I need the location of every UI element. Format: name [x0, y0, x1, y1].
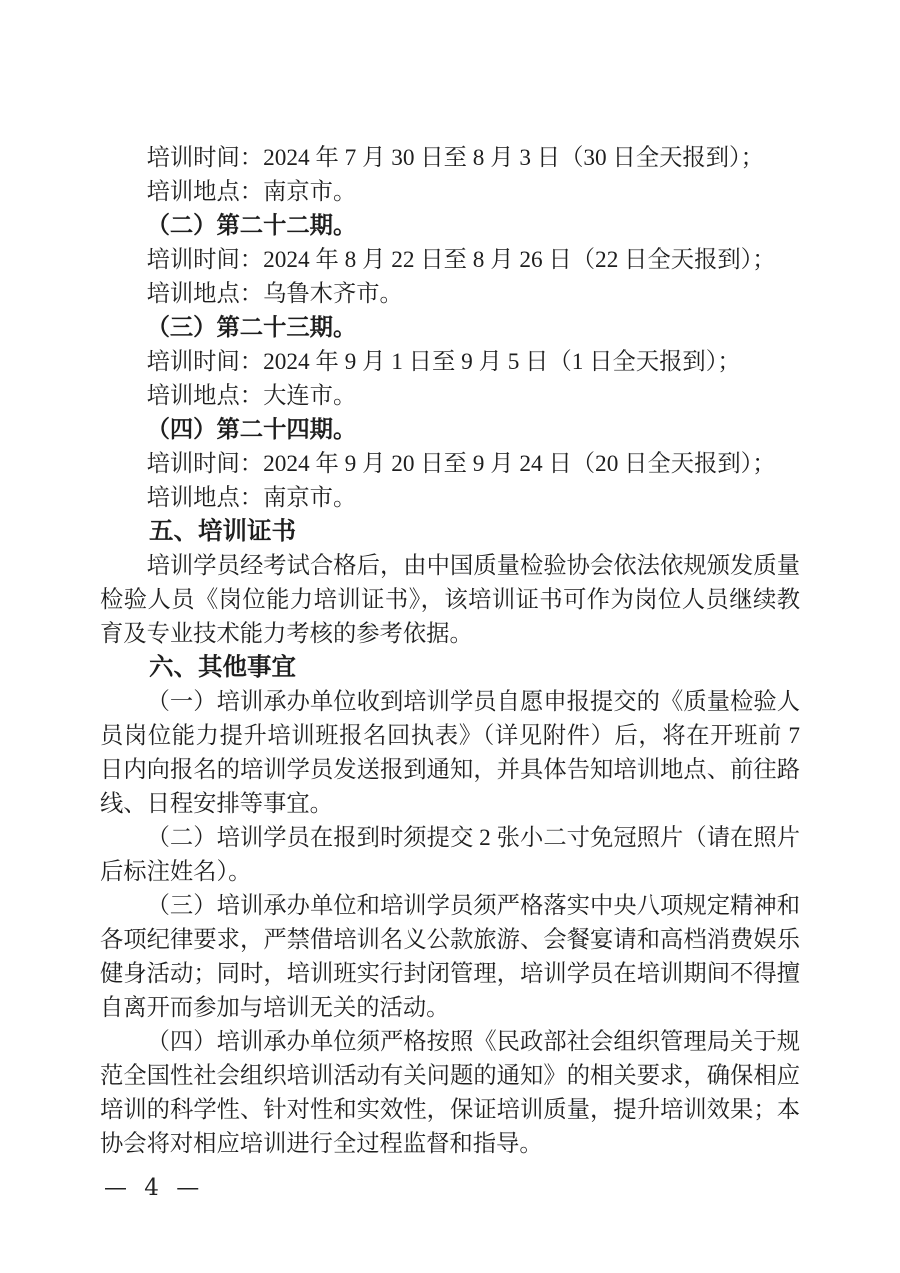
section-5-certificate-heading: 五、培训证书: [149, 518, 296, 545]
session-21-time-line: 培训时间：2024 年 7 月 30 日至 8 月 3 日（30 日全天报到）；: [146, 145, 764, 171]
section-6-other-matters-heading: 六、其他事宜: [149, 654, 296, 681]
session-22-heading: （二）第二十二期。: [146, 213, 357, 239]
session-22-time-line: 培训时间：2024 年 8 月 22 日至 8 月 26 日（22 日全天报到）；: [146, 247, 776, 273]
page-number: — 4 —: [104, 1175, 200, 1201]
session-24-heading: （四）第二十四期。: [146, 417, 357, 443]
other-matters-item-3: （三）培训承办单位和培训学员须严格落实中央八项规定精神和各项纪律要求，严禁借培训名义公款旅游、会餐宴请和高档消费娱乐健身活动；同时，培训班实行封闭管理，培训学员在培训期间不得擅自离开而参加与培训无关的活动。: [100, 893, 800, 1021]
document-body: [100, 141, 800, 1161]
other-matters-item-4: （四）培训承办单位须严格按照《民政部社会组织管理局关于规范全国性社会组织培训活动有关问题的通知》的相关要求，确保相应培训的科学性、针对性和实效性，保证培训质量，提升培训效果；本协会将对相应培训进行全过程监督和指导。: [100, 1029, 800, 1157]
section-5-certificate-body: 培训学员经考试合格后，由中国质量检验协会依法依规颁发质量检验人员《岗位能力培训证书》，该培训证书可作为岗位人员继续教育及专业技术能力考核的参考依据。: [100, 553, 800, 647]
session-24-time-line: 培训时间：2024 年 9 月 20 日至 9 月 24 日（20 日全天报到）；: [146, 451, 776, 477]
session-24-location-line: 培训地点：南京市。: [146, 485, 357, 511]
session-23-location-line: 培训地点：大连市。: [146, 383, 357, 409]
session-22-location-line: 培训地点：乌鲁木齐市。: [146, 281, 403, 307]
other-matters-item-1: （一）培训承办单位收到培训学员自愿申报提交的《质量检验人员岗位能力提升培训班报名回执表》（详见附件）后，将在开班前 7 日内向报名的培训学员发送报到通知，并具体告知培训地点、前往路线、日程安排等事宜。: [100, 689, 800, 817]
session-23-heading: （三）第二十三期。: [146, 315, 357, 341]
other-matters-item-2: （二）培训学员在报到时须提交 2 张小二寸免冠照片（请在照片后标注姓名）。: [100, 825, 800, 885]
session-21-location-line: 培训地点：南京市。: [146, 179, 357, 205]
session-23-time-line: 培训时间：2024 年 9 月 1 日至 9 月 5 日（1 日全天报到）；: [146, 349, 741, 375]
